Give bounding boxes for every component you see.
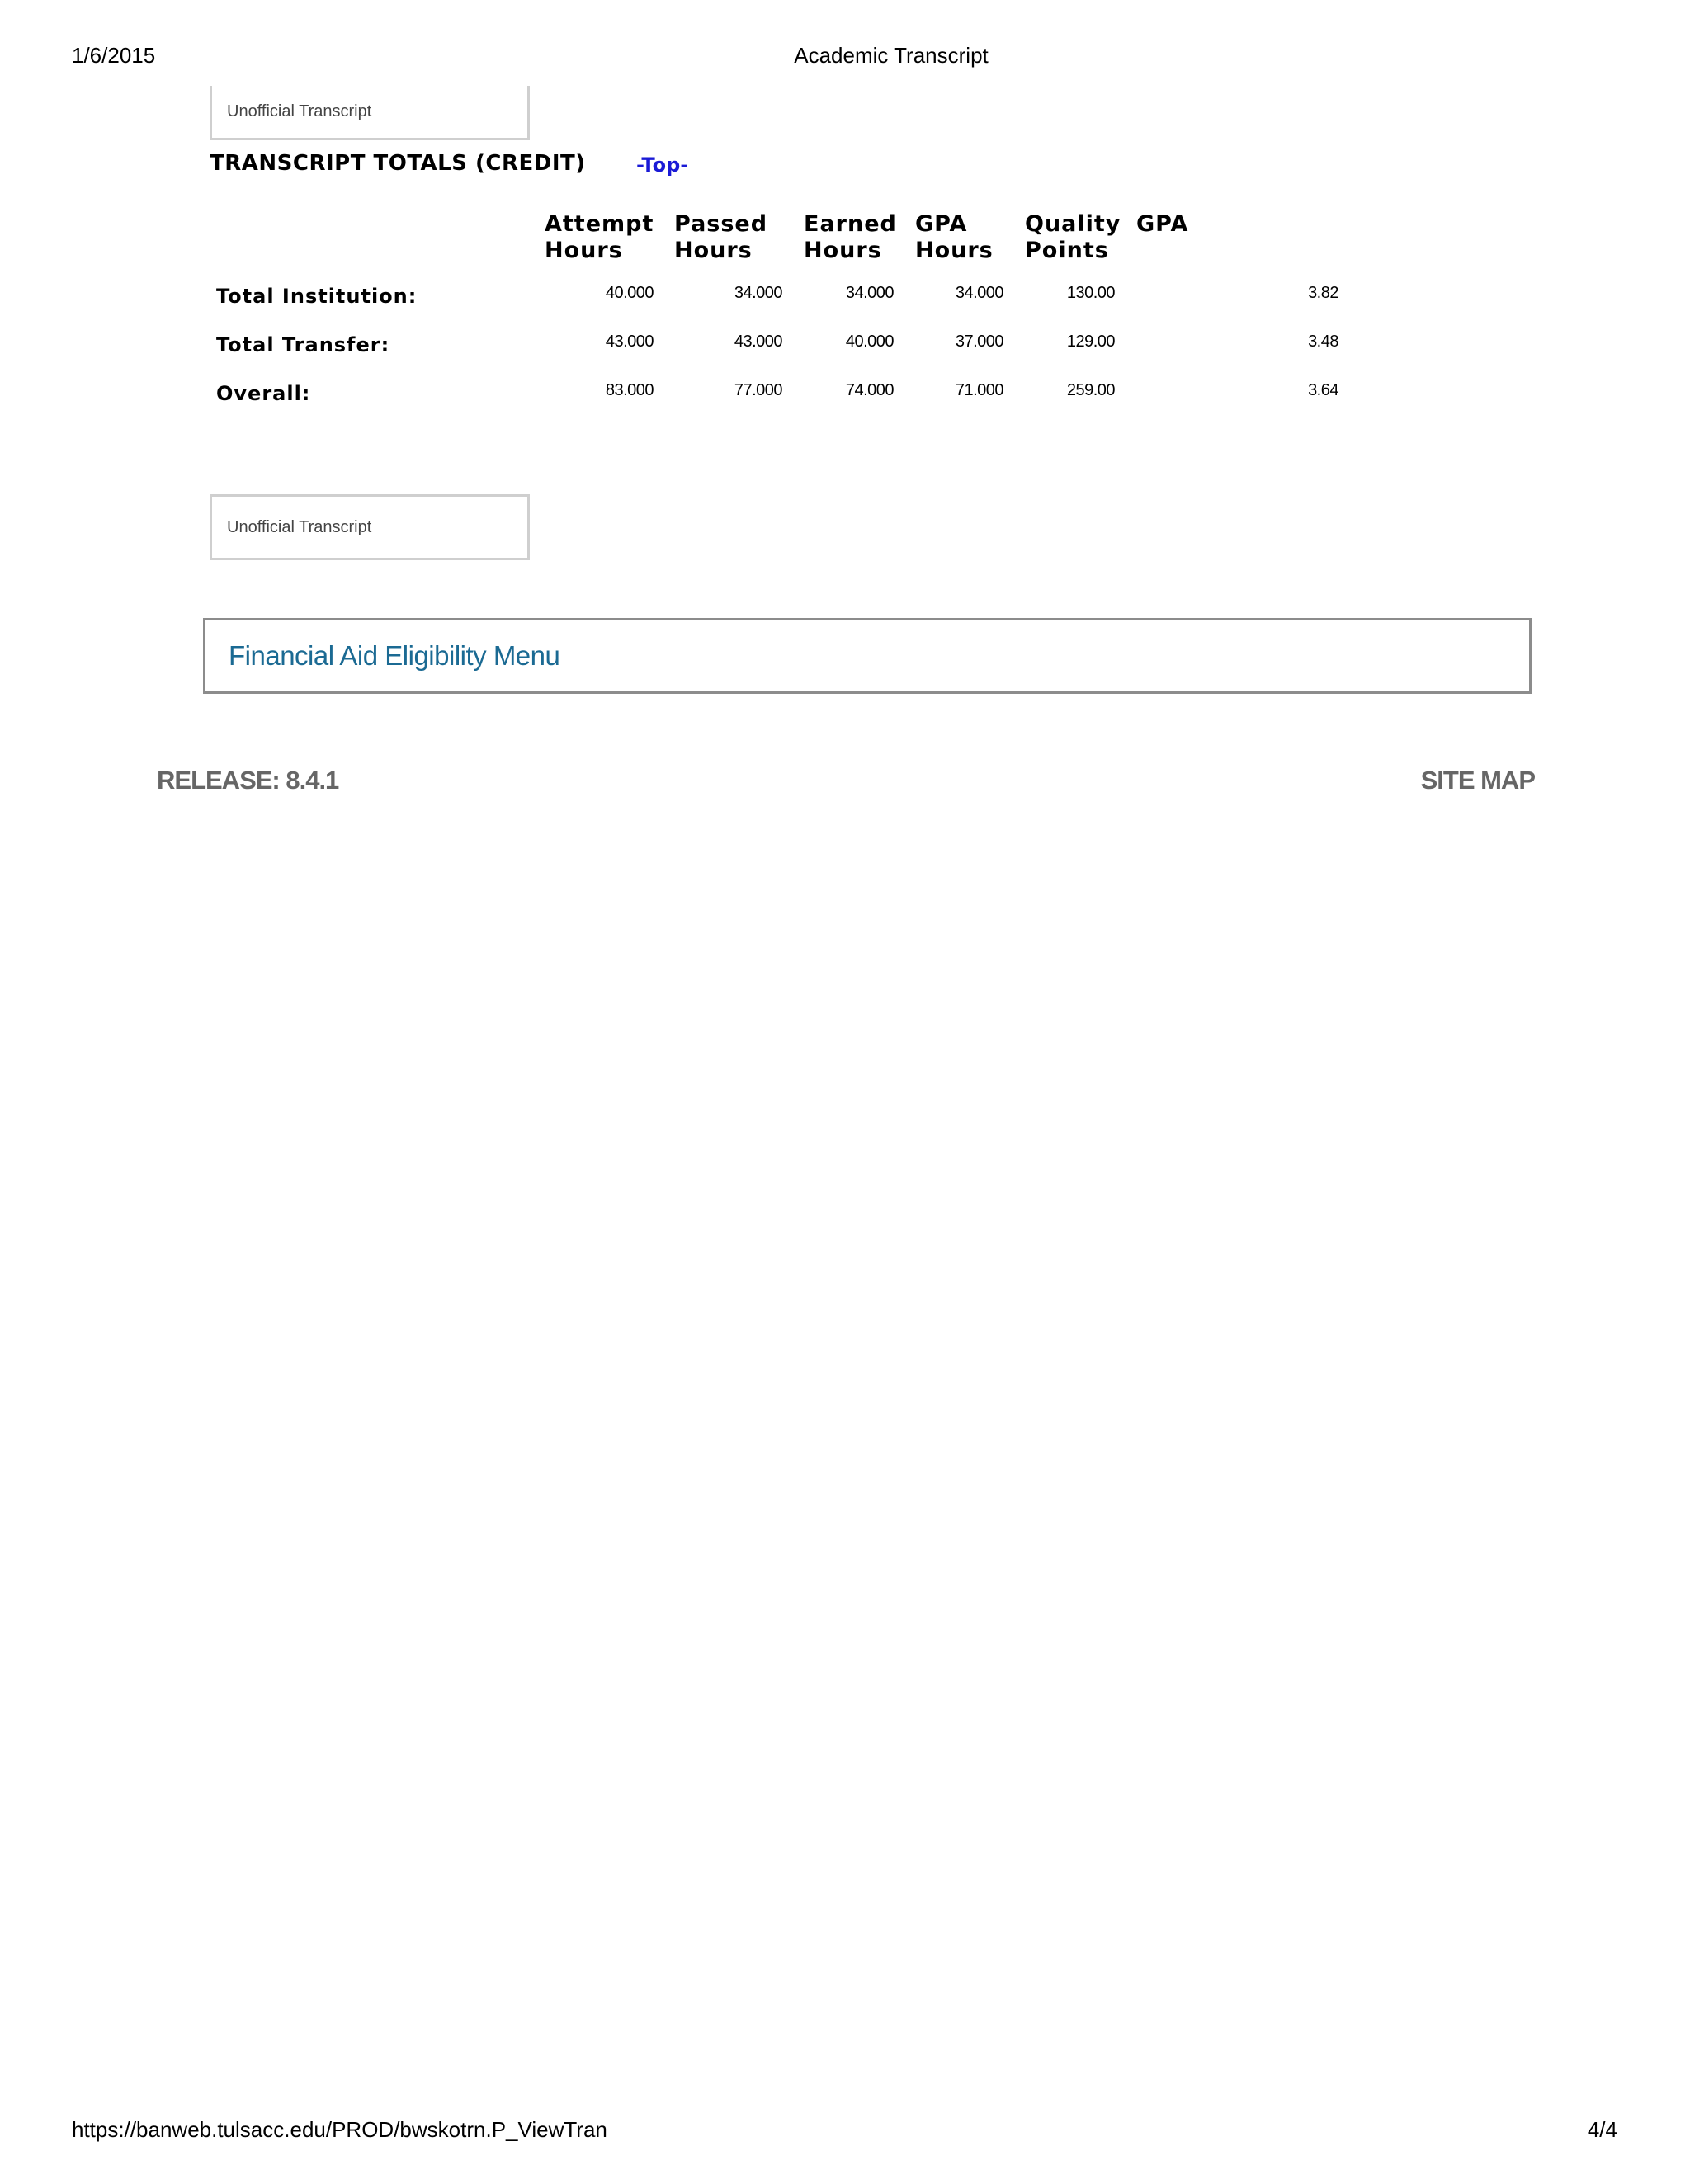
table-cell: 43.000 [605,333,654,351]
row-label-total-transfer: Total Transfer: [216,333,390,356]
print-page-title: Academic Transcript [794,43,989,68]
column-header-line: GPA [915,211,968,237]
column-header-quality-points [1025,211,1121,264]
table-cell: 37.000 [955,333,1003,351]
table-cell: 34.000 [845,284,894,302]
table-cell: 34.000 [955,284,1003,302]
release-version: RELEASE: 8.4.1 [157,766,339,795]
print-footer-url: https://banweb.tulsacc.edu/PROD/bwskotrn.P_ViewTran [72,2117,607,2142]
watermark-label: Unofficial Transcript [227,102,372,120]
column-header-line: Points [1025,238,1109,263]
watermark-label: Unofficial Transcript [227,517,372,536]
column-header-earned-hours [804,211,897,264]
column-header-line: Hours [915,238,994,263]
print-date: 1/6/2015 [72,43,156,68]
table-cell: 3.82 [1308,284,1338,302]
section-title: TRANSCRIPT TOTALS (CREDIT) [210,151,586,176]
column-header-line: Hours [674,238,753,263]
column-header-passed-hours [674,211,767,264]
table-cell: 130.00 [1066,284,1115,302]
row-label-total-institution: Total Institution: [216,285,418,308]
unofficial-transcript-watermark [210,86,530,140]
table-cell: 3.64 [1308,381,1338,399]
financial-aid-eligibility-menu-link[interactable]: Financial Aid Eligibility Menu [229,640,560,671]
column-header-gpa-hours [915,211,994,264]
financial-aid-menu-box [203,618,1532,694]
table-cell: 3.48 [1308,333,1338,351]
table-cell: 40.000 [845,333,894,351]
column-header-line: Passed [674,211,768,237]
table-cell: 259.00 [1066,381,1115,399]
site-map-link[interactable]: SITE MAP [1420,766,1535,795]
table-cell: 77.000 [734,381,782,399]
top-link[interactable]: -Top- [636,153,689,177]
column-header-line: Hours [804,238,882,263]
table-cell: 74.000 [845,381,894,399]
column-header-line: Attempt [545,211,654,237]
column-header-line: Earned [804,211,897,237]
row-label-overall: Overall: [216,382,311,405]
table-cell: 129.00 [1066,333,1115,351]
table-cell: 43.000 [734,333,782,351]
column-header-line: GPA [1136,211,1189,237]
table-cell: 40.000 [605,284,654,302]
table-cell: 83.000 [605,381,654,399]
column-header-line: Hours [545,238,623,263]
column-header-gpa [1136,211,1188,238]
column-header-attempt-hours [545,211,654,264]
table-cell: 34.000 [734,284,782,302]
unofficial-transcript-watermark [210,494,530,560]
print-page-number: 4/4 [1587,2117,1617,2142]
column-header-line: Quality [1025,211,1121,237]
table-cell: 71.000 [955,381,1003,399]
